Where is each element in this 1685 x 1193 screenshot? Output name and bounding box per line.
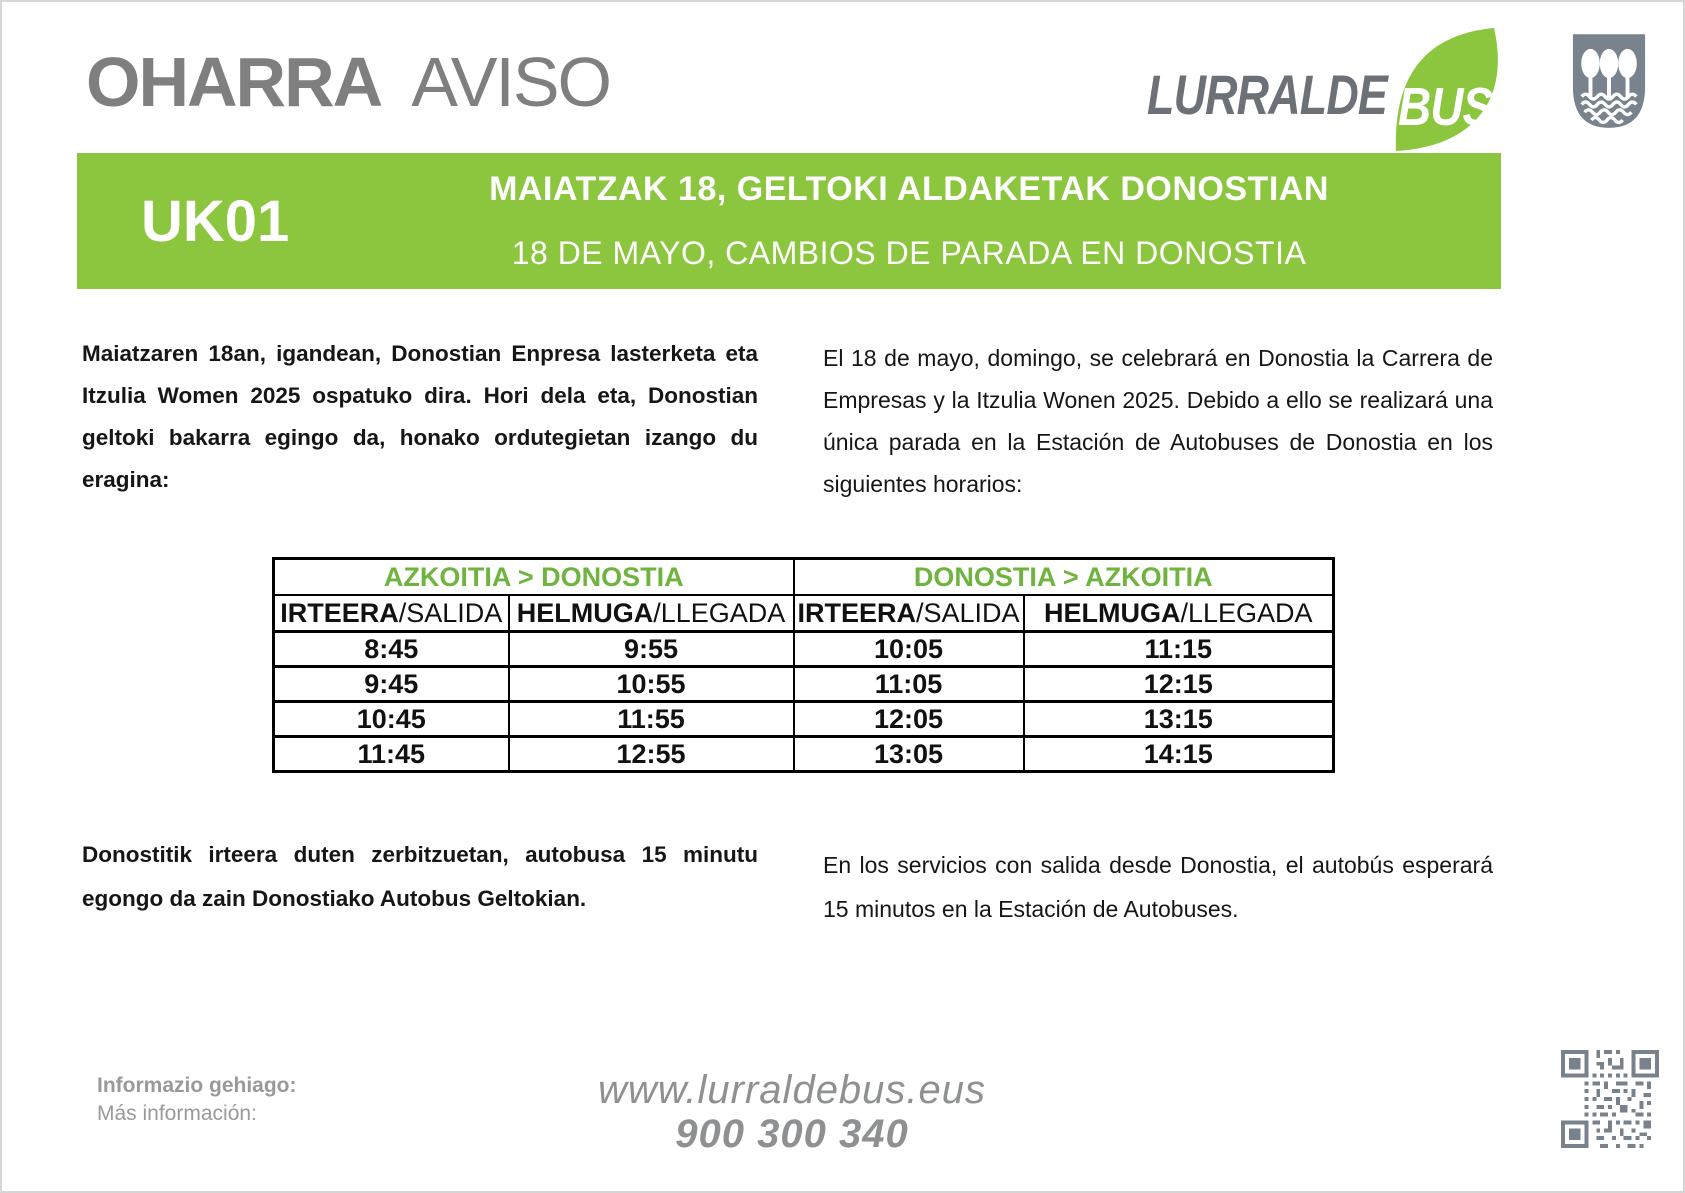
lurraldebus-leaf-icon [1390,26,1522,154]
time-cell: 11:55 [509,702,794,737]
column-header-arrival-2: HELMUGA/LLEGADA [1024,595,1334,632]
phone-number: 900 300 340 [675,1112,909,1156]
time-cell: 10:05 [794,632,1024,667]
table-row [274,702,1334,737]
banner-titles [387,153,1431,289]
timetable [272,557,1335,773]
lurraldebus-logo-bus-text: BUS [1398,77,1493,137]
title-aviso: AVISO [411,43,610,121]
website-url: www.lurraldebus.eus [597,1068,987,1112]
time-cell: 11:05 [794,667,1024,702]
table-row [274,632,1334,667]
footer-info [97,1072,297,1128]
banner-title-spanish: 18 DE MAYO, CAMBIOS DE PARADA EN DONOSTIA [511,235,1307,271]
time-cell: 10:45 [274,702,509,737]
time-cell: 12:05 [794,702,1024,737]
page-title [86,42,610,122]
qr-code [1561,1050,1659,1153]
gipuzkoa-shield-icon [1570,32,1648,137]
outro-paragraph-spanish: En los servicios con salida desde Donostia, el autobús esperará 15 minutos en la Estación de Autobuses. [823,852,1493,922]
time-cell: 12:15 [1024,667,1334,702]
outro-paragraph-basque: Donostitik irteera duten zerbitzuetan, autobusa 15 minutu egongo da zain Donostiako Autobus Geltokian. [82,841,758,911]
title-oharra: OHARRA [86,43,382,121]
time-cell: 12:55 [509,737,794,772]
lurraldebus-logo [1147,26,1527,156]
column-header-departure-2: IRTEERA/SALIDA [794,595,1024,632]
intro-paragraph-spanish: El 18 de mayo, domingo, se celebrará en Donostia la Carrera de Empresas y la Itzulia Wonen 2025. Debido a ello se realizará una única parada en la Estación de Autobuses de Donostia en los siguientes horarios: [823,345,1493,497]
time-cell: 13:05 [794,737,1024,772]
table-row [274,667,1334,702]
time-cell: 13:15 [1024,702,1334,737]
line-code: UK01 [141,188,290,254]
notice-banner [77,153,1501,289]
column-header-arrival-1: HELMUGA/LLEGADA [509,595,794,632]
footer-info-spanish: Más información: [97,1102,257,1125]
column-header-departure-1: IRTEERA/SALIDA [274,595,509,632]
route-header-donostia-azkoitia: DONOSTIA > AZKOITIA [794,559,1334,596]
lurraldebus-logo-text: LURRALDE [1147,63,1387,126]
time-cell: 10:55 [509,667,794,702]
time-cell: 14:15 [1024,737,1334,772]
time-cell: 11:15 [1024,632,1334,667]
time-cell: 11:45 [274,737,509,772]
footer-contact [432,1068,1152,1156]
table-row [274,737,1334,772]
banner-title-basque: MAIATZAK 18, GELTOKI ALDAKETAK DONOSTIAN [489,170,1329,208]
route-header-azkoitia-donostia: AZKOITIA > DONOSTIA [274,559,794,596]
intro-paragraph-basque: Maiatzaren 18an, igandean, Donostian Enpresa lasterketa eta Itzulia Women 2025 ospatuko dira. Hori dela eta, Donostian geltoki bakarra egingo da, honako ordutegietan izango du eragina: [82,340,758,492]
footer-info-basque: Informazio gehiago: [97,1074,297,1097]
time-cell: 9:45 [274,667,509,702]
time-cell: 9:55 [509,632,794,667]
time-cell: 8:45 [274,632,509,667]
